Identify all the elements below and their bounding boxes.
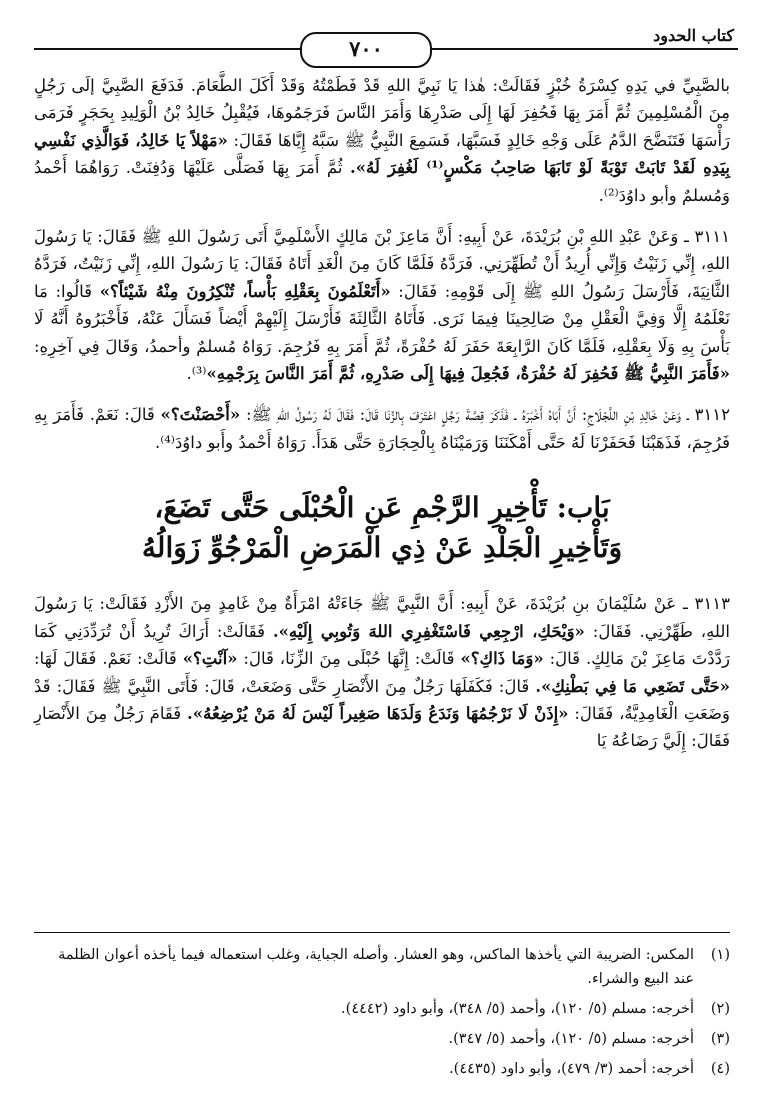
paragraph-3111 <box>34 223 730 387</box>
footnote-2 <box>34 997 730 1021</box>
hadith-quote: «وَمَا ذَاكِ؟» <box>460 649 544 669</box>
footnote-text: أخرجه: أحمد (٣/ ٤٧٩)، وأبو داود (٤٤٣٥). <box>449 1061 694 1077</box>
text: ٣١١١ ـ وَعَنْ عَبْدِ اللهِ بْنِ بُرَيْدَةَ، عَنْ أَبِيهِ: أَنَّ مَاعِزَ بْنَ مَالِكٍ الأَسْلَمِيَّ أَتَى رَسُولَ اللهِ ﷺ فَقَالَ: يَا رَسُولَ اللهِ، إِنِّي زَنَيْتُ وَإِنِّي أُرِيدُ أَنْ تُطَهِّرَنِي. فَرَدَّهُ فَلَمَّا كَانَ مِنَ الْغَدِ أَتَاهُ فَقَالَ: يَا رَسُولَ اللهِ، إِنِّي زَنَيْتُ، فَرَدَّهُ الثَّانِيَةَ، فَأَرْسَلَ رَسُولُ اللهِ ﷺ إِلَى قَوْمِهِ: فَقَالَ: <box>34 227 731 301</box>
page-number: ٧٠٠ <box>300 32 432 68</box>
text: فَقَالَتْ: أَرَاكَ تُرِيدُ أَنْ تُرَدِّدَنِي كَمَا رَدَّدْتَ مَاعِزَ بْنَ مَالِكٍ. قَالَ: <box>34 621 730 669</box>
hadith-quote: «فَأَمَرَ النَّبِيُّ ﷺ فَحُفِرَ لَهُ حُفْرَةٌ، فَجُعِلَ فِيهَا إِلَى صَدْرِهِ، ثُمَّ أَمَرَ النَّاسَ بِرَجْمِهِ» <box>206 364 730 384</box>
text: قَالَ: فَكَفَلَهَا رَجُلٌ مِنَ الأَنْصَارِ حَتَّى وَضَعَتْ، قَالَ: فَأَتَى النَّبِيَّ ﷺ فَقَالَ: قَدْ وَضَعَتِ الْغَامِدِيَّةُ، فَقَالَ: <box>34 676 730 723</box>
footnote-number: (٣) <box>710 1031 730 1047</box>
text: قَالَتْ: إِنَّهَا حُبْلَى مِنَ الزِّنَا، قَالَ: <box>243 649 455 669</box>
text: فَقَامَ رَجُلٌ مِنَ الأَنْصَارِ فَقَالَ: إِلَيَّ رَضَاعُهُ يَا <box>34 703 730 751</box>
paragraph-3113 <box>34 590 730 754</box>
paragraph-1 <box>34 72 730 209</box>
text: ٣١١٣ ـ عَنْ سُلَيْمَانَ بنِ بُرَيْدَةَ، عَنْ أَبِيهِ: أَنَّ النَّبِيَّ ﷺ جَاءَتْهُ امْرَأَةٌ مِنْ غَامِدٍ مِنَ الأَزْدِ فَقَالَتْ: يَا رَسُولَ اللهِ، طَهِّرْنِي. فَقَالَ: <box>34 594 731 641</box>
hadith-quote: «حَتَّى تَضَعِي مَا فِي بَطْنِكِ». <box>535 676 730 696</box>
book-title: كتاب الحدود <box>653 26 734 45</box>
paragraph-3112 <box>34 401 730 456</box>
footnote-number: (١) <box>710 947 730 963</box>
footnote-4 <box>34 1057 730 1081</box>
text: ⁽³⁾. <box>186 364 207 384</box>
footnote-3 <box>34 1027 730 1051</box>
chapter-heading-line-2: وَتَأْخِيرِ الْجَلْدِ عَنْ ذِي الْمَرَضِ الْمَرْجُوِّ زَوَالُهُ <box>141 531 623 565</box>
footnote-1 <box>34 943 730 991</box>
page-header <box>34 26 738 66</box>
text: بالصَّبِيِّ في يَدِهِ كِسْرَةُ خُبْزٍ فَقَالَتْ: هٰذا يَا نَبِيَّ اللهِ قَدْ فَطَمْتُهُ وَقَدْ أَكَلَ الطَّعَامَ. فَدَفَعَ الصَّبِيَّ إلَى رَجُلٍ مِنَ الْمُسْلِمِينَ ثُمَّ أَمَرَ بِهَا فَحُفِرَ لَهَا إِلَى صَدْرِهَا وَأَمَرَ النَّاسَ فَرَجَمُوهَا، فَيُقْبِلُ خَالِدُ بْنُ الْوَلِيدِ بِحَجَرٍ فَرَمَى رَأْسَهَا فَتَنَضَّحَ الدَّمُ عَلَى وَجْهِ خَالِدٍ فَسَبَّهَا، فَسَمِعَ النَّبِيُّ ﷺ سَبَّهُ إِيَّاهَا فَقَالَ: <box>34 76 731 150</box>
text: قَالَتْ: نَعَمْ. فَقَالَ لَهَا: <box>34 649 177 669</box>
text: ثُمَّ أَمَرَ بِهَا فَصَلَّى عَلَيْهَا وَدُفِنَتْ. رَوَاهُمَا أَحْمدُ وَمُسلمٌ وأبو داوُدَ⁽²⁾. <box>34 158 730 205</box>
main-text <box>34 72 730 769</box>
hadith-quote: «مَهْلاً يَا خَالِدُ، فَوَالَّذِي نَفْسِي بِيَدِهِ لَقَدْ تَابَتْ تَوْبَةً لَوْ تَابَهَا صَاحِبُ مَكْسٍ⁽¹⁾ لَغُفِرَ لَهُ». <box>34 130 731 178</box>
hadith-quote: «إِذَنْ لَا نَرْجُمُهَا وَنَدَعُ وَلَدَهَا صَغِيراً لَيْسَ لَهُ مَنْ يُرْضِعُهُ». <box>187 703 569 723</box>
hadith-quote: «أَحْصَنْتَ؟» <box>160 405 241 425</box>
text: قَالُوا: مَا نَعْلَمُهُ إِلَّا وَفِيَّ الْعَقْلِ مِنْ صَالِحِينَا فِيمَا نَرَى. فَأَتَاهُ الثَّالِثَةَ فَأَرْسَلَ إِلَيْهِمْ أَيْضاً فَسَأَلَ عَنْهُ، فَأَخْبَرُوهُ أَنَّهُ لَا بَأْسَ بِهِ وَلَا بِعَقْلِهِ، فَلَمَّا كَانَ الرَّابِعَةَ حَفَرَ لَهُ حُفْرَةً، ثُمَّ أَمَرَ بِهِ فَرُجِمَ. رَوَاهُ مُسلمٌ وأحمدُ، وَقَالَ فِي آخِرِهِ: <box>34 281 730 356</box>
footnotes <box>34 932 730 1087</box>
footnote-text: أخرجه: مسلم (٥/ ١٢٠)، وأحمد (٥/ ٣٤٨)، وأبو داود (٤٤٤٢). <box>341 1001 694 1017</box>
hadith-quote: «أَتَعْلَمُونَ بِعَقْلِهِ بَأْساً، تُنْكِرُونَ مِنْهُ شَيْئاً؟» <box>99 281 391 301</box>
hadith-quote: «آنْتِ؟» <box>182 649 238 669</box>
footnote-number: (٤) <box>710 1061 730 1077</box>
footnote-number: (٢) <box>710 1001 730 1017</box>
text: قَالَ: نَعَمْ. فَأَمَرَ بِهِ فَرُجِمَ، فَذَهَبْنَا فَحَفَرْنَا لَهُ حَتَّى أَمْكَنَنَا وَرَمَيْنَاهُ بِالْحِجَارَةِ حَتَّى هَدَأَ. رَوَاهُ أَحْمدُ وأَبو داوُدَ⁽⁴⁾. <box>34 405 730 452</box>
chapter-heading <box>34 488 730 568</box>
hadith-quote: «وَيْحَكِ، ارْجِعِي فَاسْتَغْفِرِي اللهَ وَتُوبِي إِلَيْهِ». <box>272 621 585 641</box>
text: ٣١١٢ ـ وَعَنْ خَالِدِ بْنِ اللَّجْلَاجِ: أَنَّ أَبَاهُ أَخْبَرَهُ ـ فَذَكَرَ قِصَّةَ رَجُلٍ اعْتَرَفَ بِالزِّنَا قَالَ: فَقَالَ لَهُ رَسُولُ اللهِ ﷺ: <box>245 405 731 425</box>
chapter-heading-line-1: بَاب: تَأْخِيرِ الرَّجْمِ عَنِ الْحُبْلَى حَتَّى تَضَعَ، <box>154 491 610 525</box>
footnote-text: أخرجه: مسلم (٥/ ١٢٠)، وأحمد (٥/ ٣٤٧). <box>448 1031 694 1047</box>
footnote-text: المكس: الضريبة التي يأخذها الماكس، وهو العشار. وأصله الجباية، وغلب استعماله فيما يأخذه أعوان الظلمة عند البيع والشراء. <box>58 947 694 987</box>
footnote-divider <box>34 932 730 933</box>
